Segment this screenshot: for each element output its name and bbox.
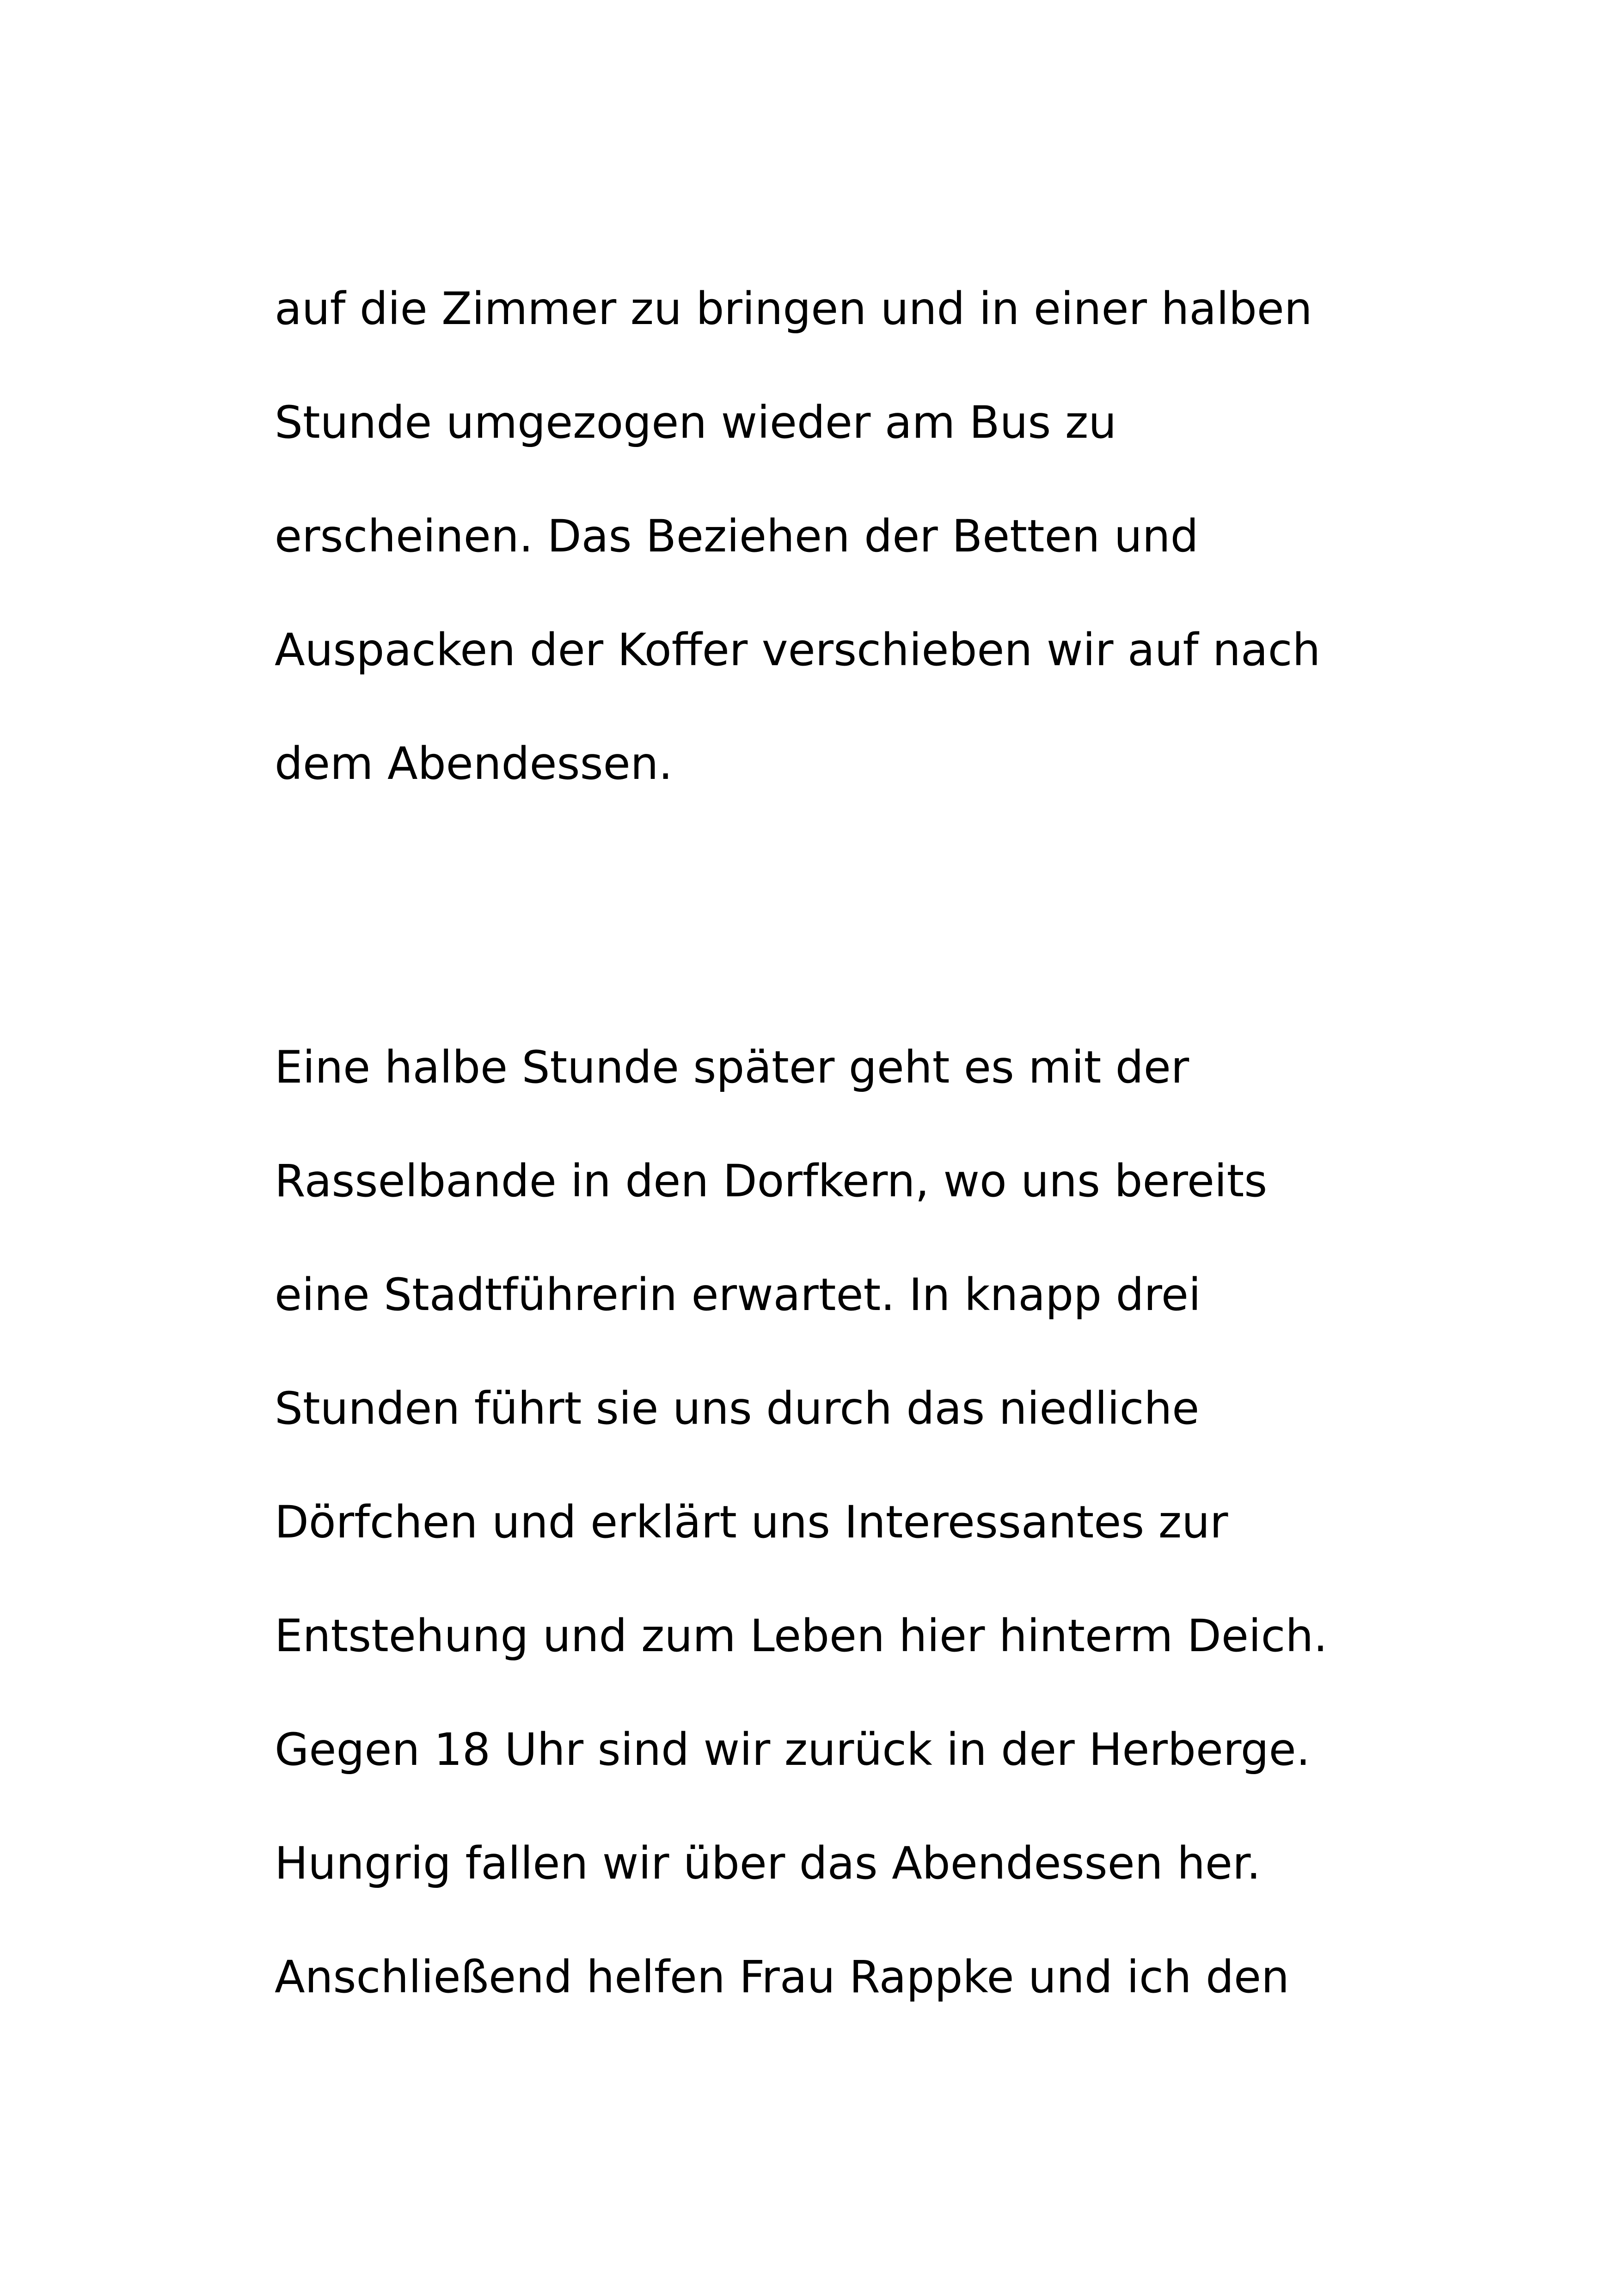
text-line: Anschließend helfen Frau Rappke und ich den [275, 1951, 1289, 2003]
text-line: Dörfchen und erklärt uns Interessantes zur [275, 1496, 1228, 1548]
text-line: Hungrig fallen wir über das Abendessen her. [275, 1837, 1261, 1889]
text-line: Eine halbe Stunde später geht es mit der [275, 1041, 1189, 1093]
text-line: Rasselbande in den Dorfkern, wo uns bereits [275, 1155, 1268, 1207]
text-line: eine Stadtführerin erwartet. In knapp drei [275, 1269, 1201, 1321]
text-line: Stunde umgezogen wieder am Bus zu [275, 397, 1117, 448]
paragraph-2 [275, 1010, 1523, 2034]
paragraph-1 [275, 252, 1523, 820]
text-line: auf die Zimmer zu bringen und in einer halben [275, 283, 1312, 335]
text-line: Entstehung und zum Leben hier hinterm Deich. [275, 1610, 1328, 1662]
text-line: erscheinen. Das Beziehen der Betten und [275, 510, 1199, 562]
text-line: Gegen 18 Uhr sind wir zurück in der Herberge. [275, 1724, 1311, 1776]
text-line: Auspacken der Koffer verschieben wir auf nach [275, 624, 1321, 676]
text-line: dem Abendessen. [275, 738, 673, 790]
text-line: Stunden führt sie uns durch das niedliche [275, 1383, 1200, 1434]
